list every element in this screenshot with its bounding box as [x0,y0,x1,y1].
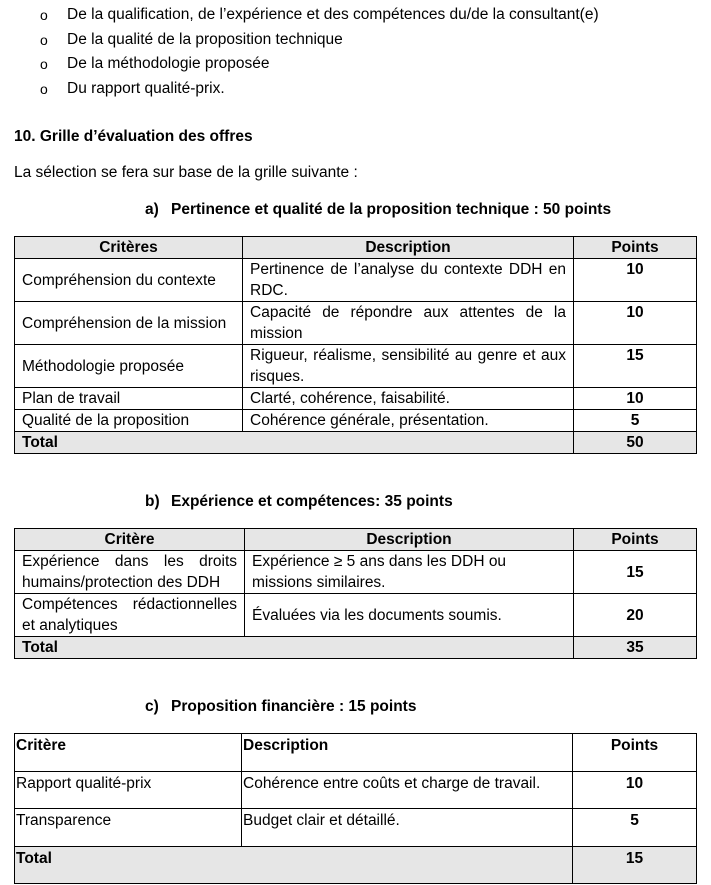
total-row [15,432,697,454]
total-points: 35 [574,637,697,659]
points-cell: 10 [574,259,697,302]
list-item [40,4,599,29]
criterion-cell: Qualité de la proposition [15,410,243,432]
section-b-title [145,493,453,511]
list-item-text: De la qualification, de l’expérience et des compétences du/de la consultant(e) [67,6,599,23]
description-cell: Clarté, cohérence, faisabilité. [243,388,574,410]
points-cell: 5 [574,410,697,432]
list-item [40,53,599,78]
section-title-text: Expérience et compétences: 35 points [171,493,453,510]
section-letter: c) [145,698,159,715]
points-cell: 20 [574,594,697,637]
section-c-title [145,698,416,716]
criterion-cell: Rapport qualité-prix [15,771,242,809]
table-row [15,410,697,432]
evaluation-criteria-list [40,4,599,102]
section-letter: b) [145,493,160,510]
points-cell: 10 [574,302,697,345]
bullet-marker: o [40,31,48,48]
experience-table [14,528,697,659]
intro-text: La sélection se fera sur base de la grille suivante : [14,164,358,181]
criterion-cell: Compétences rédactionnelles et analytiques [15,594,245,637]
column-header: Description [245,529,574,551]
table-row [15,771,697,809]
bullet-marker: o [40,56,48,73]
column-header: Critères [15,237,243,259]
points-cell: 15 [574,551,697,594]
financial-proposal-table [14,733,697,884]
total-label: Total [15,637,574,659]
table-row [15,594,697,637]
section-a-title [145,201,611,219]
list-item-text: De la méthodologie proposée [67,55,270,73]
section-title-text: Proposition financière : 15 points [171,698,417,715]
criterion-cell: Compréhension du contexte [15,259,243,302]
points-cell: 10 [573,771,697,809]
criterion-cell: Expérience dans les droits humains/protection des DDH [15,551,245,594]
column-header: Points [574,237,697,259]
description-cell: Budget clair et détaillé. [242,809,573,847]
bullet-marker: o [40,80,48,97]
list-item [40,29,599,54]
total-label: Total [15,432,574,454]
total-row [15,637,697,659]
column-header: Description [242,734,573,772]
column-header: Points [574,529,697,551]
description-cell: Cohérence générale, présentation. [243,410,574,432]
table-row [15,302,697,345]
description-cell: Cohérence entre coûts et charge de travail. [242,771,573,809]
total-points: 15 [573,846,697,884]
table-row [15,388,697,410]
criterion-cell: Compréhension de la mission [15,302,243,345]
total-points: 50 [574,432,697,454]
criterion-cell: Transparence [15,809,242,847]
points-cell: 15 [574,345,697,388]
description-cell: Capacité de répondre aux attentes de la mission [243,302,574,345]
criterion-cell: Plan de travail [15,388,243,410]
table-row [15,345,697,388]
description-cell: Pertinence de l’analyse du contexte DDH en RDC. [243,259,574,302]
table-row [15,259,697,302]
technical-proposal-table [14,236,697,454]
bullet-marker: o [40,7,48,23]
table-row [15,551,697,594]
description-cell: Évaluées via les documents soumis. [245,594,574,637]
table-row [15,809,697,847]
section-heading: 10. Grille d’évaluation des offres [14,128,253,145]
description-cell: Rigueur, réalisme, sensibilité au genre et aux risques. [243,345,574,388]
description-cell: Expérience ≥ 5 ans dans les DDH ou missions similaires. [245,551,574,594]
column-header: Description [243,237,574,259]
section-title-text: Pertinence et qualité de la proposition technique : 50 points [171,201,612,218]
table-header-row [15,734,697,772]
column-header: Critère [15,734,242,772]
list-item [40,78,599,103]
criterion-cell: Méthodologie proposée [15,345,243,388]
section-letter: a) [145,201,159,218]
column-header: Critère [15,529,245,551]
points-cell: 10 [574,388,697,410]
list-item-text: De la qualité de la proposition technique [67,30,343,48]
table-header-row [15,237,697,259]
total-label: Total [15,846,573,884]
total-row [15,846,697,884]
column-header: Points [573,734,697,772]
points-cell: 5 [573,809,697,847]
table-header-row [15,529,697,551]
list-item-text: Du rapport qualité-prix. [67,79,225,97]
